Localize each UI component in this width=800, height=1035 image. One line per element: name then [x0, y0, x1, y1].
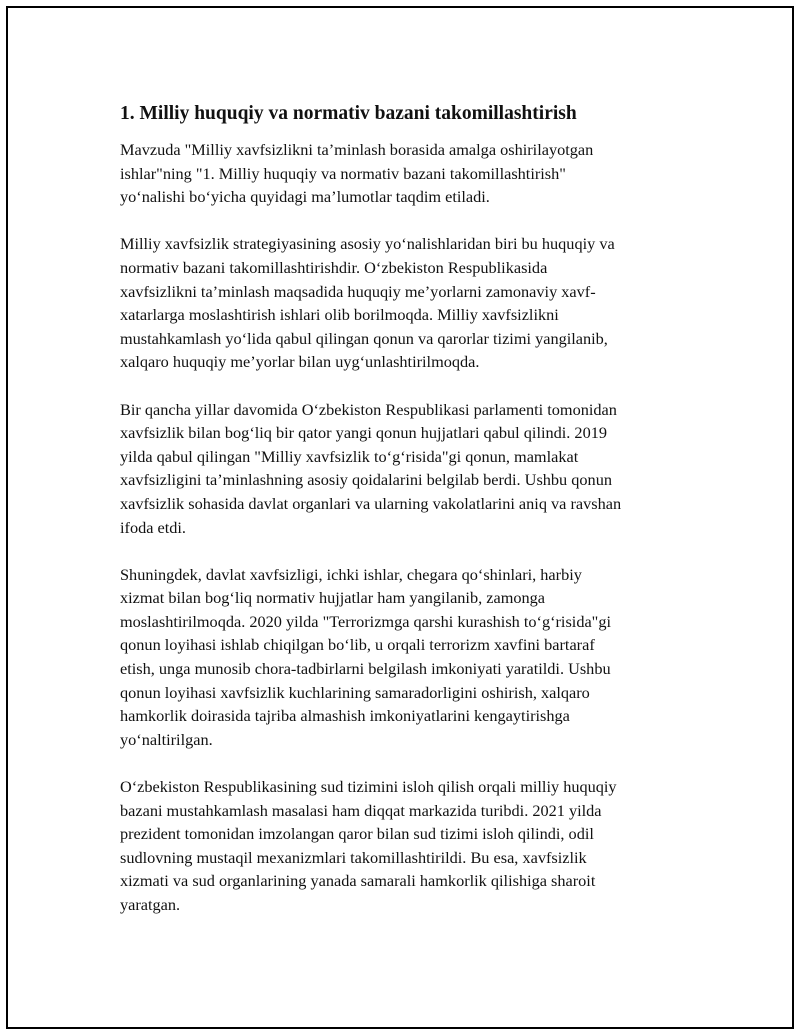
text-line: ifoda etdi. — [120, 517, 187, 537]
text-line: sudlovning mustaqil mexanizmlari takomillashtirildi. Bu esa, xavfsizlik — [120, 847, 587, 867]
text-line: hamkorlik doirasida tajriba almashish imkoniyatlarini kengaytirishga — [120, 706, 570, 726]
text-line: xavfsizlikni ta’minlash maqsadida huquqiy me’yorlarni zamonaviy xavf- — [120, 281, 596, 301]
paragraph-judicial-reform — [120, 775, 695, 917]
text-line: yaratgan. — [120, 895, 181, 914]
text-line: bazani mustahkamlash masalasi ham diqqat markazida turibdi. 2021 yilda — [120, 800, 602, 820]
text-line: xizmat bilan bog‘liq normativ hujjatlar ham yangilanib, zamonga — [120, 588, 546, 608]
text-line: Milliy xavfsizlik strategiyasining asosiy yo‘nalishlaridan biri bu huquqiy va — [120, 234, 615, 254]
text-line: Mavzuda "Milliy xavfsizlikni ta’minlash borasida amalga oshirilayotgan — [120, 140, 594, 159]
paragraph-intro — [120, 138, 695, 209]
text-line: O‘zbekiston Respublikasining sud tizimini isloh qilish orqali milliy huquqiy — [120, 777, 617, 797]
text-line: yo‘nalishi bo‘yicha quyidagi ma’lumotlar taqdim etiladi. — [120, 187, 490, 207]
section-heading: 1. Milliy huquqiy va normativ bazani takomillashtirish — [120, 103, 577, 124]
text-line: prezident tomonidan imzolangan qaror bilan sud tizimi isloh qilindi, odil — [120, 824, 594, 844]
text-line: etish, unga munosib chora-tadbirlarni belgilash imkoniyati yaratildi. Ushbu — [120, 659, 611, 679]
document-content — [120, 101, 695, 940]
text-line: xavfsizligini ta’minlashning asosiy qoidalarini belgilab berdi. Ushbu qonun — [120, 470, 612, 490]
text-line: ishlar"ning "1. Milliy huquqiy va normativ bazani takomillashtirish" — [120, 163, 566, 183]
text-line: xavfsizlik sohasida davlat organlari va ularning vakolatlarini aniq va ravshan — [120, 493, 622, 513]
text-line: qonun loyihasi xavfsizlik kuchlarining samaradorligini oshirish, xalqaro — [120, 682, 590, 702]
page-frame — [6, 6, 794, 1029]
text-line: moslashtirilmoqda. 2020 yilda "Terrorizmga qarshi kurashish to‘g‘risida"gi — [120, 611, 611, 631]
text-line: normativ bazani takomillashtirishdir. O‘zbekiston Respublikasida — [120, 257, 548, 277]
text-line: xavfsizlik bilan bog‘liq bir qator yangi qonun hujjatlari qabul qilindi. 2019 — [120, 423, 607, 443]
text-line: xalqaro huquqiy me’yorlar bilan uyg‘unlashtirilmoqda. — [120, 352, 480, 372]
text-line: xizmati va sud organlarining yanada samarali hamkorlik qilishiga sharoit — [120, 871, 596, 891]
text-line: yo‘naltirilgan. — [120, 729, 213, 749]
text-line: mustahkamlash yo‘lida qabul qilingan qonun va qarorlar tizimi yangilanib, — [120, 328, 608, 348]
text-line: Shuningdek, davlat xavfsizligi, ichki ishlar, chegara qo‘shinlari, harbiy — [120, 564, 582, 584]
paragraph-normative-acts — [120, 563, 695, 752]
text-line: yilda qabul qilingan "Milliy xavfsizlik to‘g‘risida"gi qonun, mamlakat — [120, 446, 579, 466]
text-line: Bir qancha yillar davomida O‘zbekiston Respublikasi parlamenti tomonidan — [120, 399, 617, 419]
text-line: xatarlarga moslashtirish ishlari olib borilmoqda. Milliy xavfsizlikni — [120, 305, 559, 325]
paragraph-strategy — [120, 232, 695, 374]
paragraph-parliament — [120, 398, 695, 540]
text-line: qonun loyihasi ishlab chiqilgan bo‘lib, u orqali terrorizm xavfini bartaraf — [120, 635, 595, 655]
